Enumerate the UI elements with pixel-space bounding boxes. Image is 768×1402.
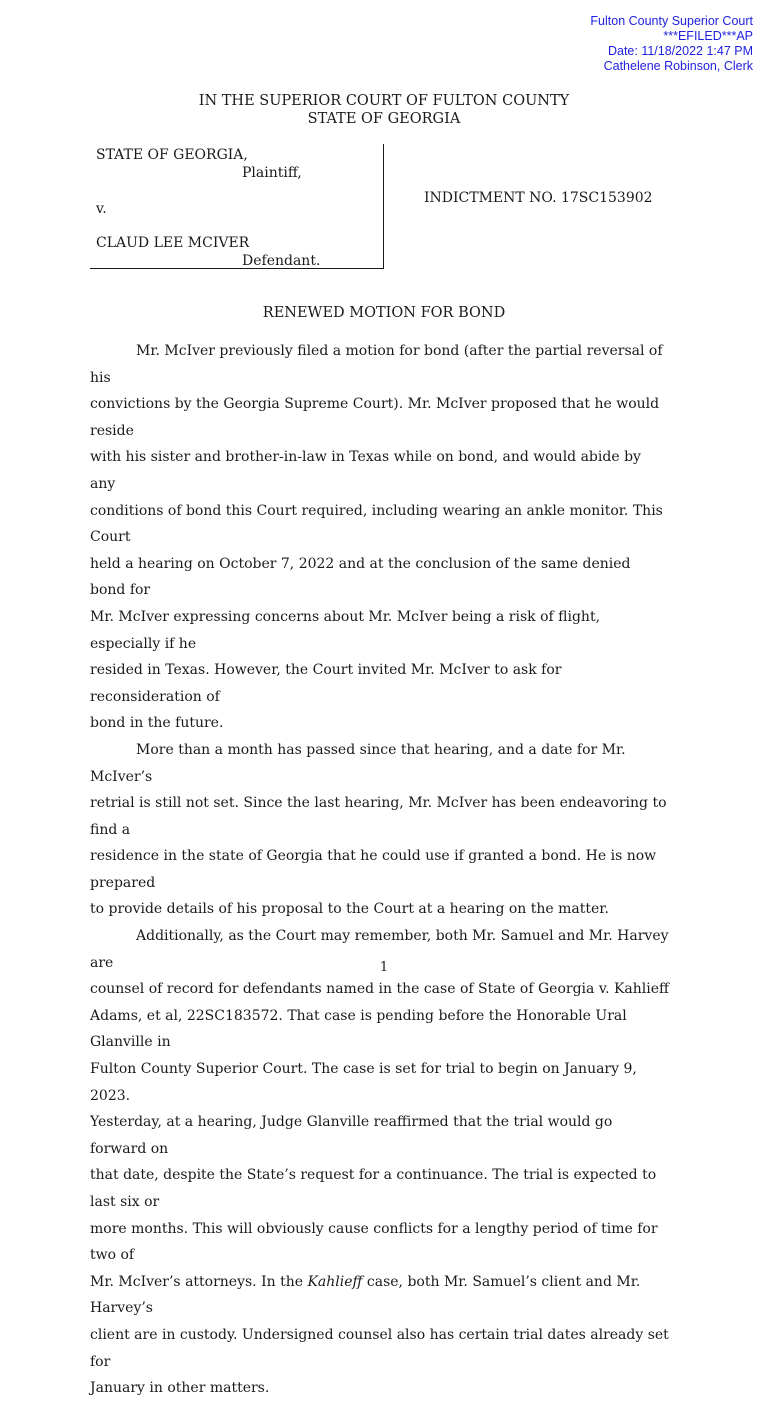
stamp-clerk: Cathelene Robinson, Clerk <box>603 59 753 73</box>
body-line: retrial is still not set. Since the last hearing, Mr. McIver has been endeavoring to find a <box>90 795 667 838</box>
body-line: convictions by the Georgia Supreme Court). Mr. McIver proposed that he would reside <box>90 396 660 439</box>
court-heading-line2: STATE OF GEORGIA <box>307 111 461 127</box>
paragraph-2 <box>90 737 670 923</box>
body-line: more months. This will obviously cause conflicts for a lengthy period of time for two of <box>90 1220 658 1264</box>
body-line: Additionally, as the Court may remember, both Mr. Samuel and Mr. Harvey are <box>90 928 669 971</box>
body-line: January in other matters. <box>90 1380 270 1397</box>
paragraph-3 <box>90 923 670 1402</box>
indictment-number: INDICTMENT NO. 17SC153902 <box>424 190 653 206</box>
body-line: Mr. McIver previously filed a motion for bond (after the partial reversal of his <box>90 343 663 386</box>
motion-body <box>90 338 670 1402</box>
paragraph-1 <box>90 338 670 737</box>
stamp-date: Date: 11/18/2022 1:47 PM <box>607 44 753 58</box>
body-line: More than a month has passed since that hearing, and a date for Mr. McIver’s <box>90 741 626 785</box>
body-line: client are in custody. Undersigned counsel also has certain trial dates already set for <box>90 1326 669 1370</box>
body-line: Adams, et al, 22SC183572. That case is pending before the Honorable Ural Glanville in <box>90 1007 627 1051</box>
motion-title: RENEWED MOTION FOR BOND <box>262 305 506 321</box>
body-line: held a hearing on October 7, 2022 and at the conclusion of the same denied bond for <box>90 555 631 599</box>
versus: v. <box>96 201 107 217</box>
court-heading <box>0 92 768 128</box>
body-line-pre: Mr. McIver’s attorneys. In the <box>90 1273 308 1290</box>
body-line: conditions of bond this Court required, including wearing an ankle monitor. This Court <box>90 502 663 546</box>
body-line: to provide details of his proposal to the Court at a hearing on the matter. <box>90 901 609 918</box>
body-line: bond in the future. <box>90 715 224 732</box>
efiled-stamp <box>590 14 753 74</box>
body-line-post: case, both Mr. Samuel’s client and Mr. Harvey’s <box>90 1273 641 1317</box>
body-line: Mr. McIver expressing concerns about Mr. McIver being a risk of flight, especially if he <box>90 608 601 652</box>
body-line: Fulton County Superior Court. The case is set for trial to begin on January 9, 2023. <box>90 1061 637 1104</box>
body-line: that date, despite the State’s request for a continuance. The trial is expected to last six or <box>90 1167 657 1210</box>
body-line: residence in the state of Georgia that he could use if granted a bond. He is now prepared <box>90 848 657 891</box>
stamp-court: Fulton County Superior Court <box>590 14 753 28</box>
case-name-italic: Kahlieff <box>307 1273 363 1290</box>
defendant-name: CLAUD LEE MCIVER <box>96 235 250 251</box>
body-line: with his sister and brother-in-law in Texas while on bond, and would abide by any <box>90 449 641 492</box>
page-number: 1 <box>379 960 389 975</box>
body-line: resided in Texas. However, the Court invited Mr. McIver to ask for reconsideration of <box>90 662 562 705</box>
defendant-role: Defendant. <box>242 253 321 269</box>
plaintiff-role: Plaintiff, <box>242 165 302 181</box>
court-heading-line1: IN THE SUPERIOR COURT OF FULTON COUNTY <box>198 93 570 109</box>
stamp-efiled: ***EFILED***AP <box>663 29 753 43</box>
plaintiff-name: STATE OF GEORGIA, <box>96 147 248 163</box>
body-line: counsel of record for defendants named in the case of State of Georgia v. Kahlieff <box>90 981 669 998</box>
body-line: Yesterday, at a hearing, Judge Glanville reaffirmed that the trial would go forward on <box>90 1114 613 1157</box>
